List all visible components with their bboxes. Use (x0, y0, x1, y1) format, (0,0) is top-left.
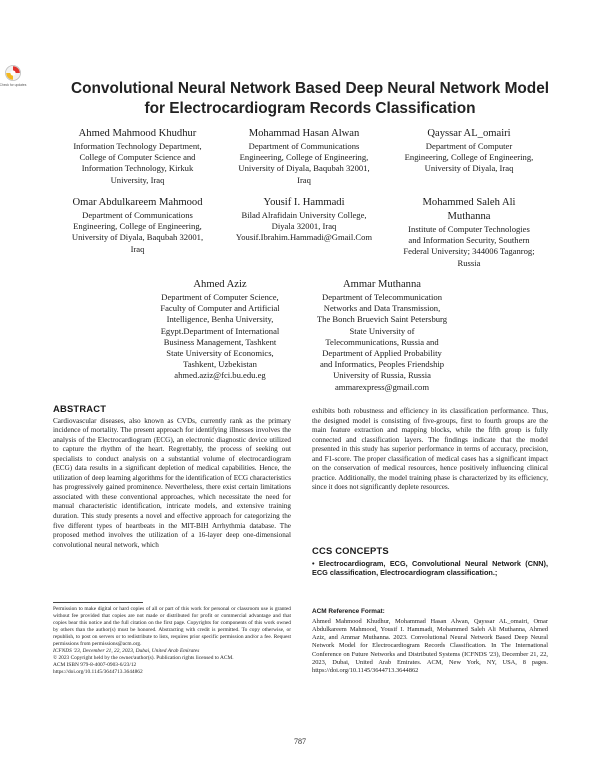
author-name: Ammar Muthanna (343, 279, 421, 290)
conference-line: ICFNDS '23, December 21, 22, 2023, Dubai, United Arab Emirates (53, 648, 200, 655)
author-name: Ahmed Mahmood Khudhur (78, 128, 197, 139)
ccs-heading: CCS CONCEPTS (312, 545, 389, 556)
footnote-rule (53, 602, 143, 603)
author-affiliation: Department of Computer Engineering, College of Engineering, University of Diyala, Iraq (404, 141, 534, 174)
page-number: 787 (294, 737, 306, 746)
author-4 (55, 196, 220, 255)
abstract-left-column (53, 404, 291, 550)
permission-block (53, 606, 291, 676)
author-8 (301, 278, 463, 393)
author-affiliation: Institute of Computer Technologies and Information Security, Southern Federal University; 344006 Taganrog; Russia (403, 224, 535, 268)
author-1 (55, 127, 220, 186)
reference-text: Ahmed Mahmood Khudhur, Mohammad Hasan Alwan, Qayssar AL_omairi, Omar Abdulkareem Mahmood, Yousif I. Hammadi, Mohammed Saleh Ali Muthanna, Ahmed Aziz, and Ammar Muthanna. 2023. Convolutional Neural Network Based Deep Neural Network Model for Electrocardiogram Records Classification. In The International Conference on Future Networks and Distributed Systems (ICFNDS '23), December 21, 22, 2023, Dubai, United Arab Emirates. ACM, New York, NY, USA, 8 pages. https://doi.org/10.1145/3644713.3644862 (312, 617, 548, 675)
abstract-right-column (312, 407, 548, 493)
isbn-line: ACM ISBN 979-8-4007-0903-6/23/12 (53, 662, 137, 669)
author-name: Mohammed Saleh Ali Muthanna (422, 197, 516, 222)
check-for-updates-badge[interactable] (1, 64, 25, 92)
author-affiliation: Department of Telecommunication Networks and Data Transmission, The Bonch Bruevich Saint Petersburg State University of Telecommunications, Russia and Department of Applied Probability and Informatics, Peoples Friendship University of Russia, Russia ammarexpress@gmail.com (316, 292, 448, 392)
doi-link[interactable]: https://doi.org/10.1145/3644713.3644862 (53, 669, 143, 676)
author-name: Yousif I. Hammadi (263, 197, 345, 208)
author-2 (220, 127, 388, 186)
acm-reference (312, 607, 548, 676)
reference-heading: ACM Reference Format: (312, 608, 385, 615)
copyright-line: © 2023 Copyright held by the owner/author(s). Publication rights licensed to ACM. (53, 655, 234, 662)
abstract-heading: ABSTRACT (53, 403, 107, 414)
author-affiliation: Department of Communications Engineering, College of Engineering, University of Diyala, Baqubah 32001, Iraq (238, 141, 370, 185)
permission-text: Permission to make digital or hard copies of all or part of this work for personal or classroom use is granted without fee provided that copies are not made or distributed for profit or commercial advantage and that copies bear this notice and the full citation on the first page. Copyrights for components of this work owned by others than the author(s) must be honored. Abstracting with credit is permitted. To copy otherwise, or republish, to post on servers or to redistribute to lists, requires prior specific permission and/or a fee. Request permissions from permissions@acm.org. (53, 606, 291, 648)
ccs-text: • Electrocardiogram, ECG, Convolutional Neural Network (CNN), ECG classification, Electrocardiogram classification.; (312, 558, 548, 578)
ccs-concepts (312, 546, 548, 578)
author-name: Mohammad Hasan Alwan (248, 128, 360, 139)
paper-title: Convolutional Neural Network Based Deep Neural Network Model for Electrocardiogram Records Classification (70, 80, 550, 117)
check-for-updates-icon (1, 64, 25, 92)
author-affiliation: Department of Computer Science, Faculty of Computer and Artificial Intelligence, Benha University, Egypt.Department of International Business Management, Tashkent State University of Economics, Tashkent, Uzbekistan ahmed.aziz@fci.bu.edu.eg (160, 292, 280, 381)
badge-label: Check for updates (0, 83, 27, 87)
author-name: Omar Abdulkareem Mahmood (72, 197, 203, 208)
author-6 (388, 196, 550, 269)
author-affiliation: Information Technology Department, College of Computer Science and Information Technology, Kirkuk University, Iraq (73, 141, 202, 185)
author-name: Ahmed Aziz (193, 279, 247, 290)
author-affiliation: Department of Communications Engineering, College of Engineering, University of Diyala, Baqubah 32001, Iraq (71, 210, 204, 254)
author-affiliation: Bilad Alrafidain University College, Diyala 32001, Iraq Yousif.Ibrahim.Hammadi@Gmail.Com (235, 210, 373, 243)
abstract-text: Cardiovascular diseases, also known as CVDs, currently rank as the primary incidence of mortality. The present approach for identifying illnesses involves the analysis of the Electrocardiogram (ECG), an electronic diagnostic device utilized to capture the rhythm of the heart. Regrettably, the process of seeking out specialists to conduct analysis on a substantial volume of electrocardiogram (ECG) data results in a significant depletion of medical capabilities. Hence, the utilization of deep learning algorithms for the identification of ECG characteristics has progressively gained prominence. Nevertheless, there exist certain limitations associated with these conventional approaches, which necessitate the need for manual characteristic identification, intricate models, and extensive training duration. This study presents a novel and effective approach for categorizing the five different types of heartbeats in the MIT-BIH Arrhythmia database. The proposed method involves the utilization of a 16-layer deep one-dimensional convolutional neural network, which (53, 416, 291, 549)
abstract-text-continued: exhibits both robustness and efficiency in its classification performance. Thus, the designed model is consisting of five-groups, first to fourth groups are the main feature extraction and mapping blocks, while the fifth group is fully connected and classification layers. The findings indicate that the model presented in this study has superior performance in terms of accuracy, precision, and F1-score. The proper classification of medical cases has a significant impact on the conservation of medical resources, hence positively influencing clinical practice. Additionally, the model training phase is characterized by its efficiency, since it does not significantly deplete resources. (312, 407, 548, 492)
author-name: Qayssar AL_omairi (427, 128, 511, 139)
author-3 (388, 127, 550, 175)
author-7 (139, 278, 301, 382)
author-5 (220, 196, 388, 244)
